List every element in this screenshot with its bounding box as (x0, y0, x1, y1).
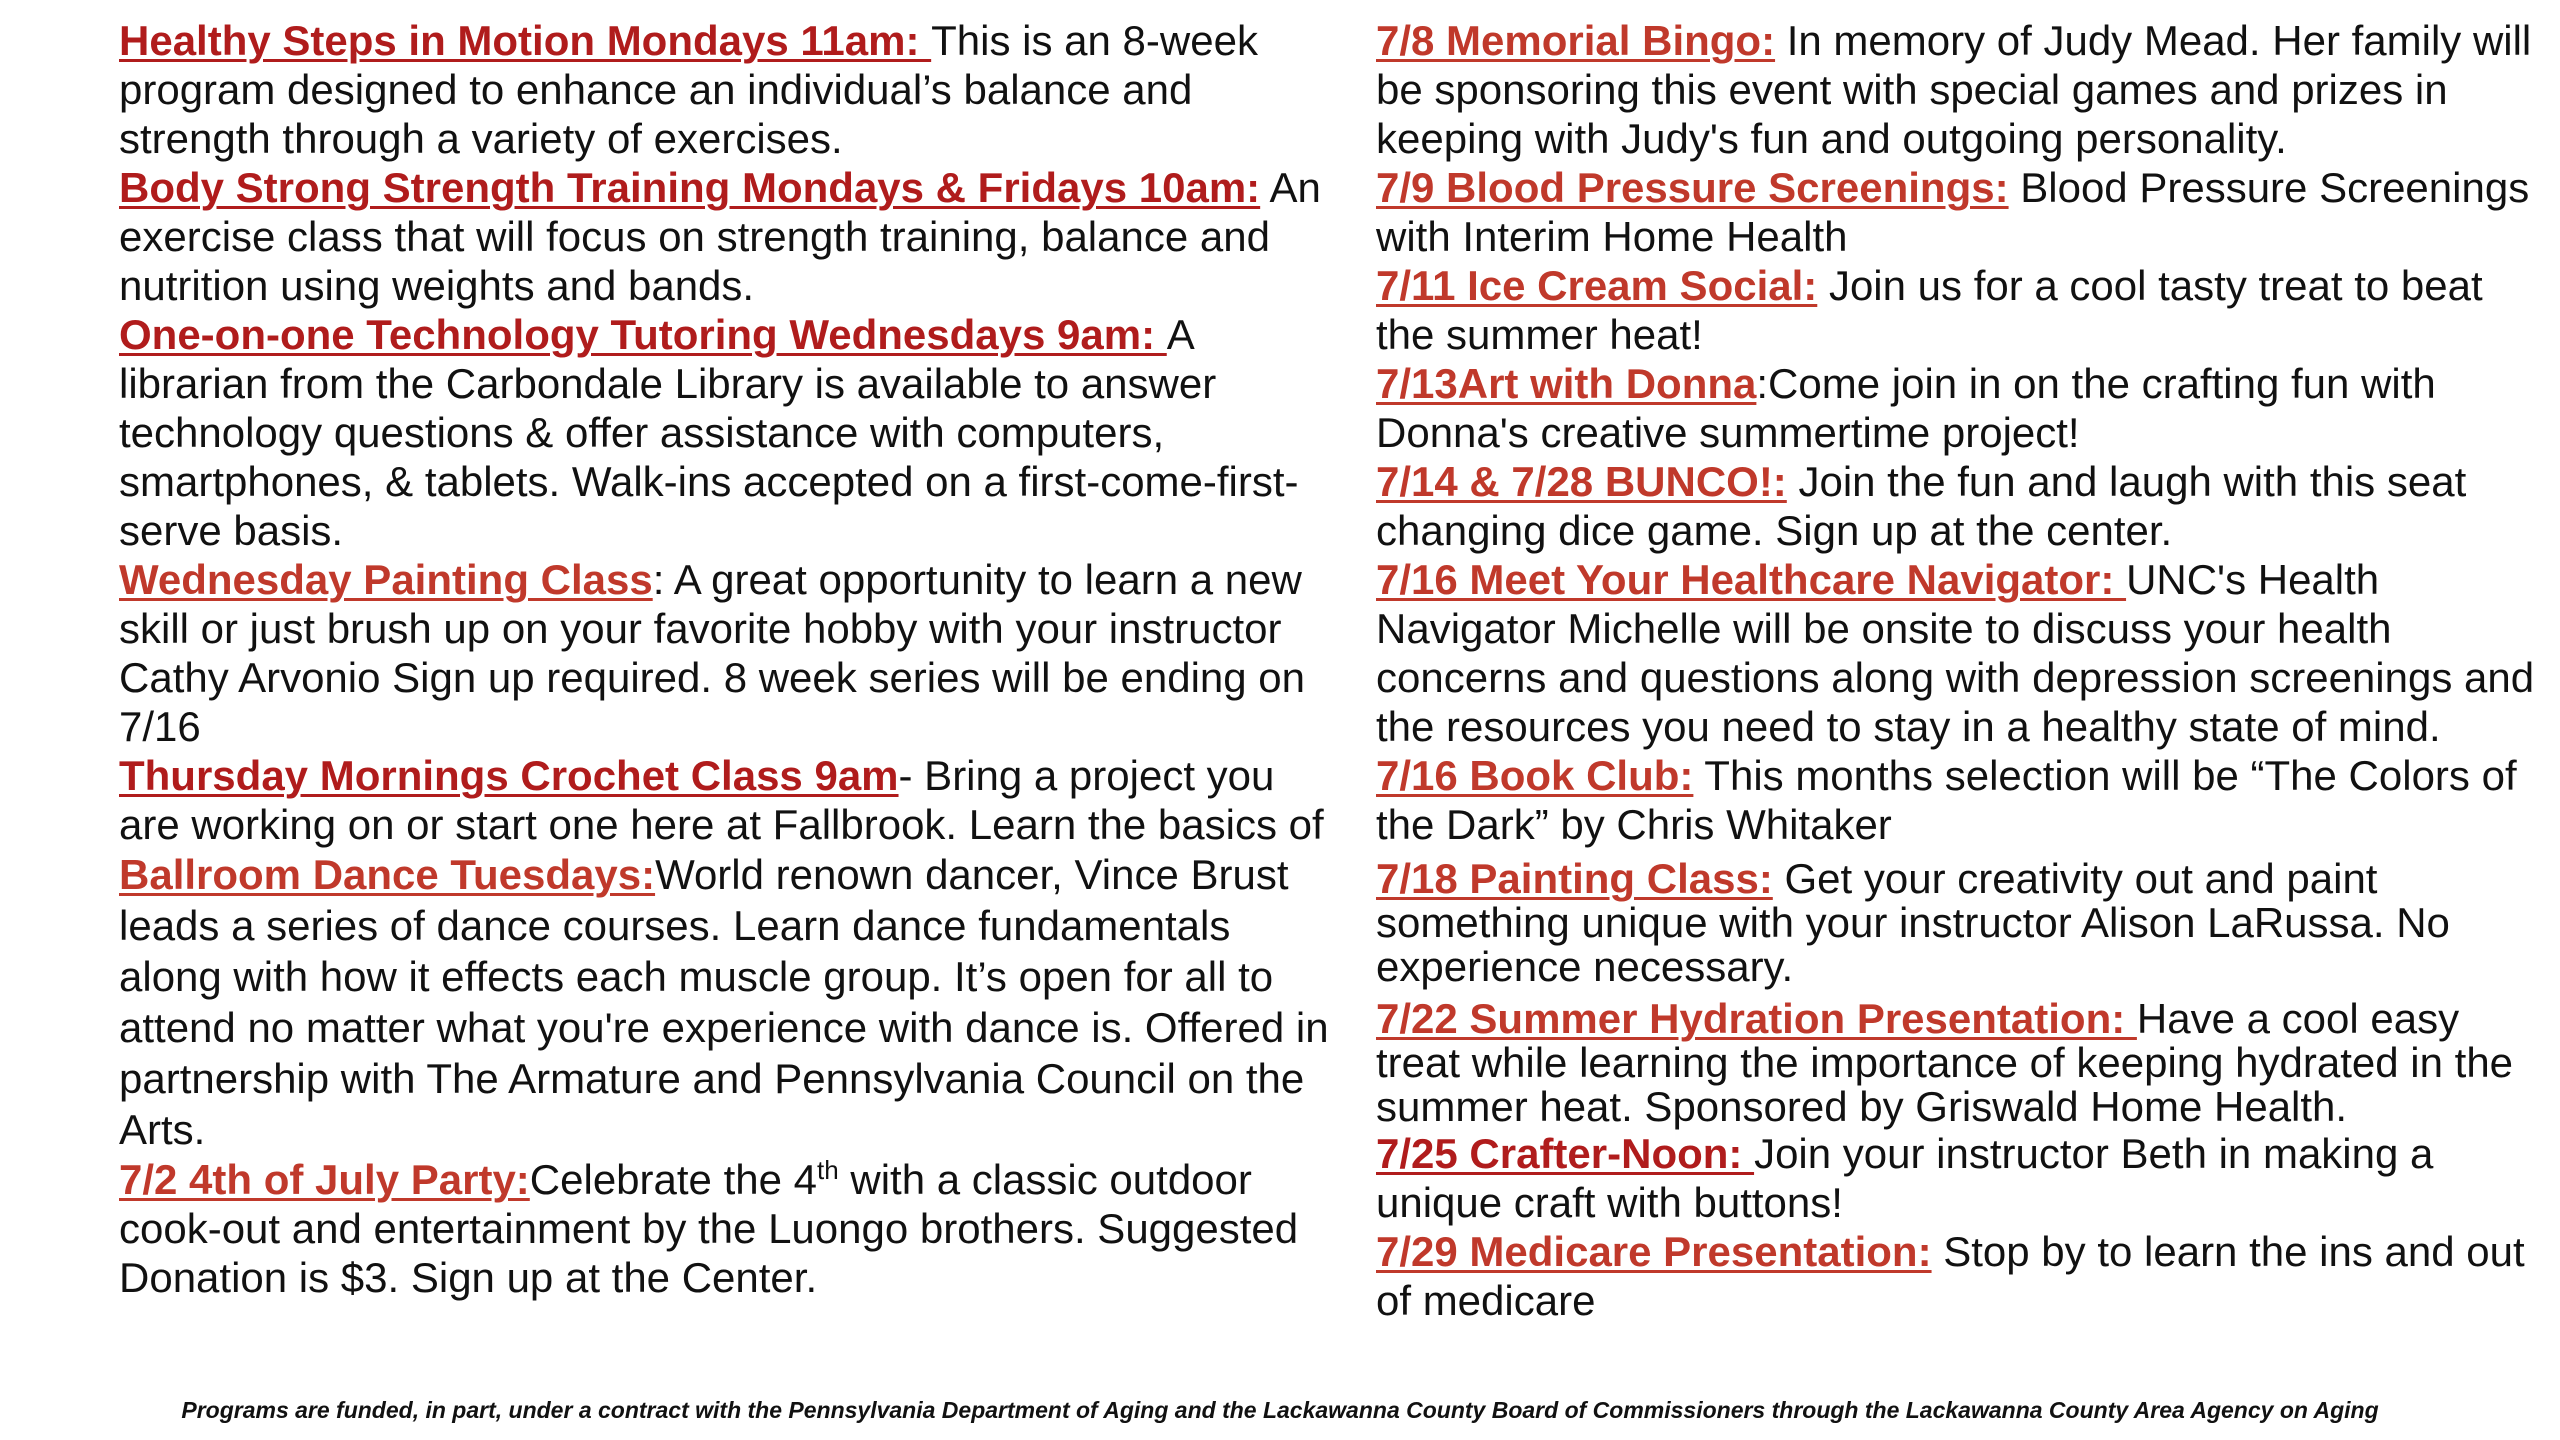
program-description: : A great opportunity to learn a new skill or just brush up on your favorite hobby with your instructor Cathy Arvonio Sign up required. 8 week series will be ending on 7/16 (119, 556, 1306, 750)
program-description-end: with a classic outdoor cook-out and entertainment by the Luongo brothers. Suggested Donation is $3. Sign up at the Center. (119, 1156, 1299, 1301)
program-title: 7/2 4th of July Party: (119, 1156, 530, 1203)
event-title: 7/16 Book Club: (1376, 752, 1694, 799)
event-description: Join us for a cool tasty treat to beat the summer heat! (1376, 262, 2483, 358)
funding-footer: Programs are funded, in part, under a contract with the Pennsylvania Department of Aging and the Lackawanna County Board of Commissioners through the Lackawanna County Area Agency on Aging (181, 1397, 2379, 1423)
program-entry-technology-tutoring (119, 310, 1341, 555)
event-entry-bunco (1376, 457, 2546, 555)
program-description: An exercise class that will focus on strength training, balance and nutrition using weights and bands. (119, 164, 1321, 309)
left-column (119, 16, 1341, 1302)
event-description: In memory of Judy Mead. Her family will be sponsoring this event with special games and prizes in keeping with Judy's fun and outgoing personality. (1376, 17, 2532, 162)
event-entry-art-with-donna (1376, 359, 2546, 457)
event-title: 7/8 Memorial Bingo: (1376, 17, 1776, 64)
ordinal-suffix: th (817, 1155, 839, 1185)
event-entry-crafter-noon (1376, 1129, 2546, 1227)
event-description: Join the fun and laugh with this seat changing dice game. Sign up at the center. (1376, 458, 2467, 554)
event-entry-healthcare-navigator (1376, 555, 2546, 751)
right-column (1376, 16, 2546, 1325)
event-description: Stop by to learn the ins and out of medicare (1376, 1228, 2525, 1324)
event-title: 7/22 Summer Hydration Presentation: (1376, 995, 2137, 1042)
event-title: 7/18 Painting Class: (1376, 855, 1773, 902)
program-title: Wednesday Painting Class (119, 556, 653, 603)
event-description: This months selection will be “The Colors of the Dark” by Chris Whitaker (1376, 752, 2517, 848)
program-title: Healthy Steps in Motion Mondays 11am: (119, 17, 932, 64)
event-entry-memorial-bingo (1376, 16, 2546, 163)
event-title: 7/29 Medicare Presentation: (1376, 1228, 1932, 1275)
event-title: 7/13Art with Donna (1376, 360, 1757, 407)
event-title: 7/9 Blood Pressure Screenings: (1376, 164, 2009, 211)
program-entry-healthy-steps (119, 16, 1341, 163)
event-description: UNC's Health Navigator Michelle will be onsite to discuss your health concerns and questions along with depression screenings and the resources you need to stay in a healthy state of mind. (1376, 556, 2535, 750)
program-title: Ballroom Dance Tuesdays: (119, 851, 656, 898)
event-description: Have a cool easy treat while learning the importance of keeping hydrated in the summer heat. Sponsored by Griswald Home Health. (1376, 995, 2514, 1130)
program-entry-july-4th-party (119, 1155, 1341, 1302)
program-entry-body-strong (119, 163, 1341, 310)
program-title: One-on-one Technology Tutoring Wednesdays 9am: (119, 311, 1167, 358)
program-title: Body Strong Strength Training Mondays & Fridays 10am: (119, 164, 1261, 211)
event-entry-ice-cream-social (1376, 261, 2546, 359)
event-title: 7/14 & 7/28 BUNCO!: (1376, 458, 1787, 505)
event-entry-book-club (1376, 751, 2546, 849)
program-description: A librarian from the Carbondale Library is available to answer technology questions & offer assistance with computers, smartphones, & tablets. Walk-ins accepted on a first-come-first-serve basis. (119, 311, 1299, 554)
event-entry-summer-hydration (1376, 997, 2546, 1129)
program-description: - Bring a project you are working on or start one here at Fallbrook. Learn the basics of (119, 752, 1324, 848)
event-description: :Come join in on the crafting fun with Donna's creative summertime project! (1376, 360, 2436, 456)
event-description: Blood Pressure Screenings with Interim Home Health (1376, 164, 2530, 260)
program-entry-crochet (119, 751, 1341, 849)
program-description: This is an 8-week program designed to enhance an individual’s balance and strength through a variety of exercises. (119, 17, 1258, 162)
event-title: 7/16 Meet Your Healthcare Navigator: (1376, 556, 2127, 603)
event-title: 7/25 Crafter-Noon: (1376, 1130, 1755, 1177)
event-description: Join your instructor Beth in making a unique craft with buttons! (1376, 1130, 2434, 1226)
event-entry-blood-pressure (1376, 163, 2546, 261)
event-entry-medicare-presentation (1376, 1227, 2546, 1325)
event-entry-painting-class (1376, 857, 2546, 989)
event-title: 7/11 Ice Cream Social: (1376, 262, 1818, 309)
program-entry-wednesday-painting (119, 555, 1341, 751)
program-description-start: Celebrate the 4 (529, 1156, 817, 1203)
program-title: Thursday Mornings Crochet Class 9am (119, 752, 899, 799)
program-description: World renown dancer, Vince Brust leads a series of dance courses. Learn dance fundamentals along with how it effects each muscle group. It’s open for all to attend no matter what you're experience with dance is. Offered in partnership with The Armature and Pennsylvania Council on the Arts. (119, 851, 1329, 1153)
event-description: Get your creativity out and paint something unique with your instructor Alison LaRussa. No experience necessary. (1376, 855, 2450, 990)
program-entry-ballroom-dance (119, 849, 1341, 1155)
